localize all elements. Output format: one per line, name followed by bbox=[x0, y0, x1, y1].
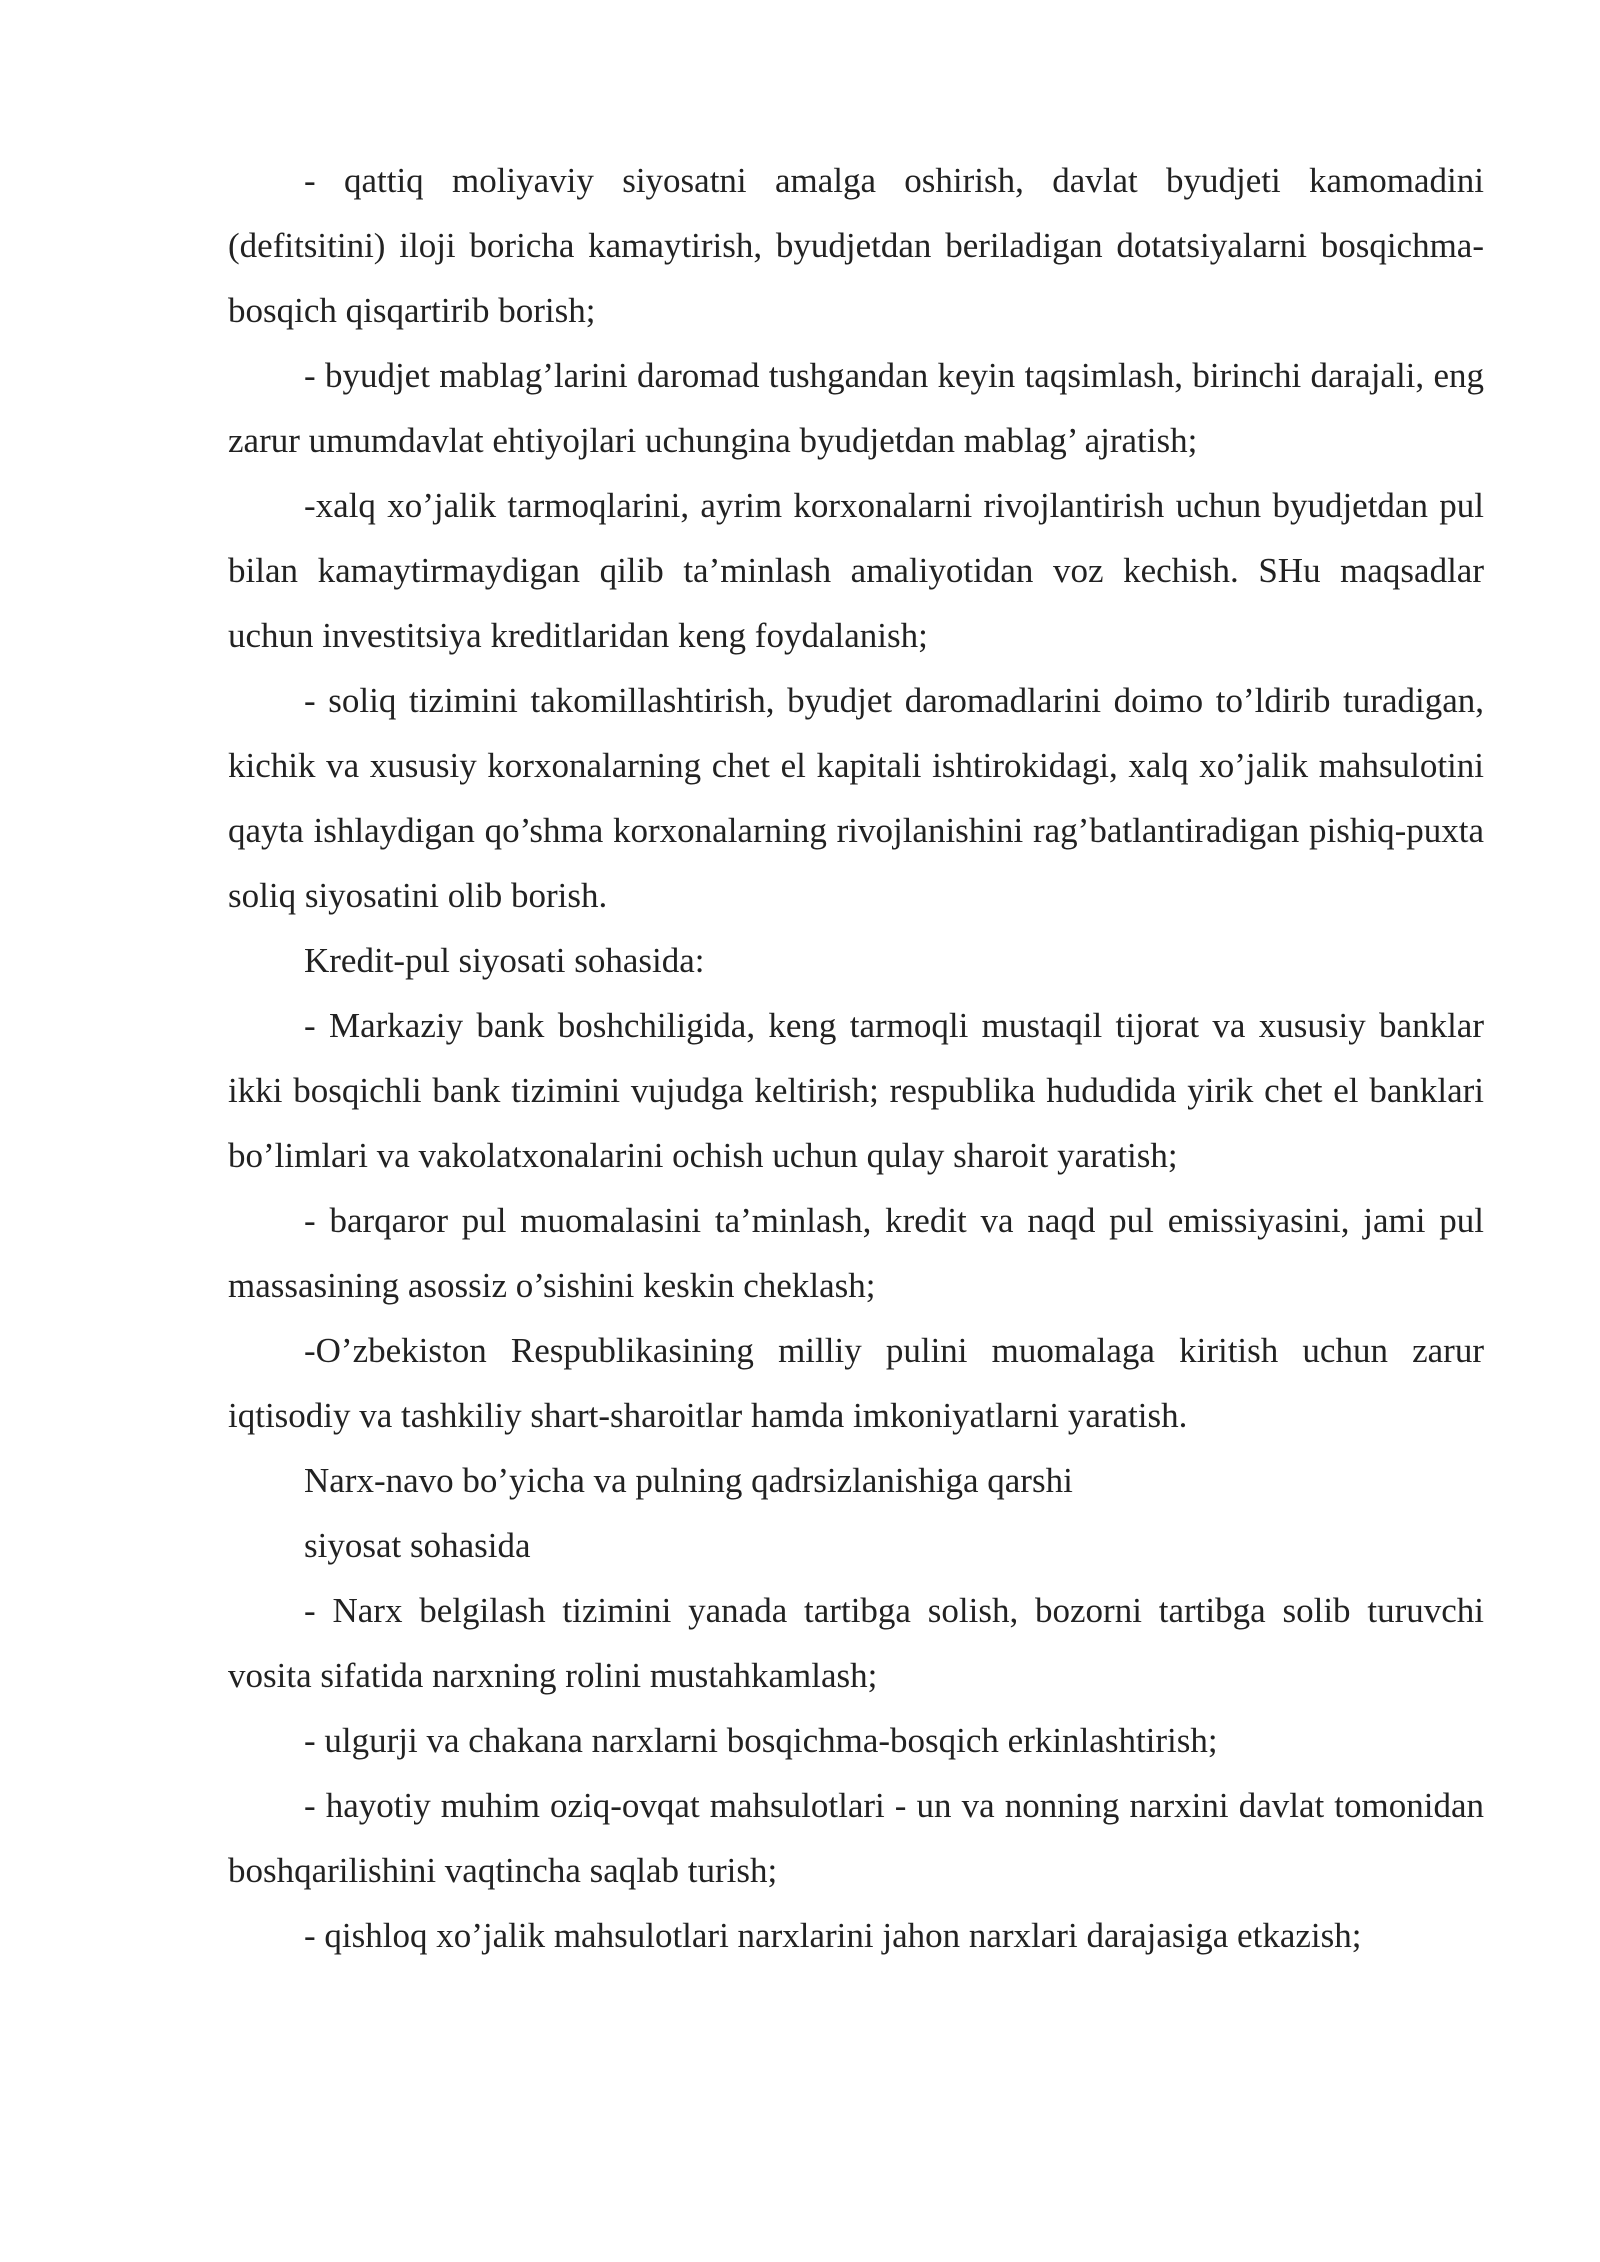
section-heading: Kredit-pul siyosati sohasida: bbox=[304, 941, 705, 980]
paragraph: - Markaziy bank boshchiligida, keng tarmoqli mustaqil tijorat va xususiy banklar ikki bosqichli bank tizimini vujudga keltirish; respublika hududida yirik chet el banklari bo’limlari va vakolatxonalarini ochish uchun qulay sharoit yaratish; bbox=[228, 1006, 1484, 1175]
paragraph: - soliq tizimini takomillashtirish, byudjet daromadlarini doimo to’ldirib turadigan, kichik va xususiy korxonalarning chet el kapitali ishtirokidagi, xalq xo’jalik mahsulotini qayta ishlaydigan qo’shma korxonalarning rivojlanishini rag’batlantiradigan pishiq-puxta soliq siyosatini olib borish. bbox=[228, 681, 1484, 915]
paragraph: - ulgurji va chakana narxlarni bosqichma-bosqich erkinlashtirish; bbox=[304, 1721, 1218, 1760]
paragraph: - byudjet mablag’larini daromad tushgandan keyin taqsimlash, birinchi darajali, eng zarur umumdavlat ehtiyojlari uchungina byudjetdan mablag’ ajratish; bbox=[228, 356, 1484, 460]
section-heading: Narx-navo bo’yicha va pulning qadrsizlanishiga qarshi bbox=[304, 1461, 1073, 1500]
paragraph: - qattiq moliyaviy siyosatni amalga oshirish, davlat byudjeti kamomadini (defitsitini) iloji boricha kamaytirish, byudjetdan beriladigan dotatsiyalarni bosqichma-bosqich qisqartirib borish; bbox=[228, 161, 1484, 330]
paragraph: - qishloq xo’jalik mahsulotlari narxlarini jahon narxlari darajasiga etkazish; bbox=[304, 1916, 1362, 1955]
section-heading: siyosat sohasida bbox=[304, 1526, 531, 1565]
paragraph: - Narx belgilash tizimini yanada tartibga solish, bozorni tartibga solib turuvchi vosita sifatida narxning rolini mustahkamlash; bbox=[228, 1591, 1484, 1695]
paragraph: - hayotiy muhim oziq-ovqat mahsulotlari - un va nonning narxini davlat tomonidan boshqarilishini vaqtincha saqlab turish; bbox=[228, 1786, 1484, 1890]
document-page bbox=[228, 148, 1484, 1968]
paragraph: - barqaror pul muomalasini ta’minlash, kredit va naqd pul emissiyasini, jami pul massasining asossiz o’sishini keskin cheklash; bbox=[228, 1201, 1484, 1305]
paragraph: -xalq xo’jalik tarmoqlarini, ayrim korxonalarni rivojlantirish uchun byudjetdan pul bilan kamaytirmaydigan qilib ta’minlash amaliyotidan voz kechish. SHu maqsadlar uchun investitsiya kreditlaridan keng foydalanish; bbox=[228, 486, 1484, 655]
paragraph: -O’zbekiston Respublikasining milliy pulini muomalaga kiritish uchun zarur iqtisodiy va tashkiliy shart-sharoitlar hamda imkoniyatlarni yaratish. bbox=[228, 1331, 1484, 1435]
